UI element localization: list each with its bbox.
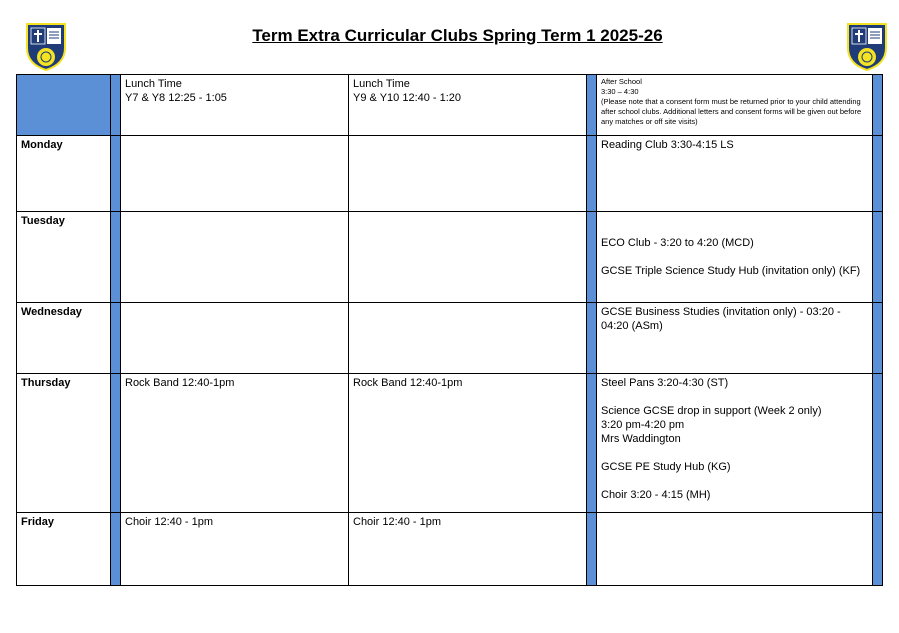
spacer-cell [111, 136, 121, 212]
after-school-note: (Please note that a consent form must be returned prior to your child attending after school clubs. Additional letters and consent forms will be given out before any matches or off site visits) [601, 97, 862, 126]
friday-row [17, 513, 883, 586]
club-entry: GCSE PE Study Hub (KG) [601, 461, 731, 473]
club-entry: GCSE Triple Science Study Hub (invitation only) (KF) [601, 265, 861, 277]
thursday-row [17, 374, 883, 513]
club-entry: GCSE Business Studies (invitation only) - 03:20 - 04:20 (ASm) [601, 306, 841, 332]
spacer-cell [587, 136, 597, 212]
lunch1-time: Y7 & Y8 12:25 - 1:05 [125, 92, 227, 104]
lunch1-title: Lunch Time [125, 78, 182, 90]
spacer-cell [873, 303, 883, 374]
lunch2-time: Y9 & Y10 12:40 - 1:20 [353, 92, 462, 104]
spacer-cell [111, 75, 121, 136]
spacer-cell [587, 303, 597, 374]
after-school-time: 3:30 – 4:30 [601, 87, 639, 96]
day-label-tuesday: Tuesday [17, 212, 111, 303]
wednesday-lunch1 [121, 303, 349, 374]
spacer-cell [873, 513, 883, 586]
lunch-y9-y10-header [349, 75, 587, 136]
spacer-cell [111, 212, 121, 303]
lunch2-title: Lunch Time [353, 78, 410, 90]
spacer-cell [111, 303, 121, 374]
friday-lunch2: Choir 12:40 - 1pm [349, 513, 587, 586]
spacer-cell [587, 513, 597, 586]
wednesday-after [597, 303, 873, 374]
spacer-cell [587, 212, 597, 303]
spacer-cell [111, 513, 121, 586]
tuesday-lunch2 [349, 212, 587, 303]
club-entry: Steel Pans 3:20-4:30 (ST) [601, 377, 729, 389]
spacer-cell [873, 75, 883, 136]
club-entry: Choir 3:20 - 4:15 (MH) [601, 489, 711, 501]
monday-lunch2 [349, 136, 587, 212]
friday-lunch1: Choir 12:40 - 1pm [121, 513, 349, 586]
wednesday-row [17, 303, 883, 374]
club-entry: Reading Club 3:30-4:15 LS [601, 139, 734, 151]
day-label-wednesday: Wednesday [17, 303, 111, 374]
after-school-title: After School [601, 77, 642, 86]
spacer-cell [873, 212, 883, 303]
thursday-lunch1: Rock Band 12:40-1pm [121, 374, 349, 513]
day-label-monday: Monday [17, 136, 111, 212]
after-school-header [597, 75, 873, 136]
lunch-y7-y8-header [121, 75, 349, 136]
page-title: Term Extra Curricular Clubs Spring Term 1 2025-26 [252, 26, 663, 45]
day-label-thursday: Thursday [17, 374, 111, 513]
club-entry: Science GCSE drop in support (Week 2 only) 3:20 pm-4:20 pm Mrs Waddington [601, 405, 822, 445]
monday-lunch1 [121, 136, 349, 212]
spacer-cell [873, 374, 883, 513]
day-label-friday: Friday [17, 513, 111, 586]
club-entry: ECO Club - 3:20 to 4:20 (MCD) [601, 237, 754, 249]
tuesday-row [17, 212, 883, 303]
header-row [17, 75, 883, 136]
corner-cell [17, 75, 111, 136]
friday-after [597, 513, 873, 586]
spacer-cell [111, 374, 121, 513]
monday-after [597, 136, 873, 212]
monday-row [17, 136, 883, 212]
wednesday-lunch2 [349, 303, 587, 374]
thursday-after [597, 374, 873, 513]
spacer-cell [587, 374, 597, 513]
spacer-cell [873, 136, 883, 212]
tuesday-lunch1 [121, 212, 349, 303]
tuesday-after [597, 212, 873, 303]
clubs-timetable [16, 74, 883, 586]
thursday-lunch2: Rock Band 12:40-1pm [349, 374, 587, 513]
spacer-cell [587, 75, 597, 136]
